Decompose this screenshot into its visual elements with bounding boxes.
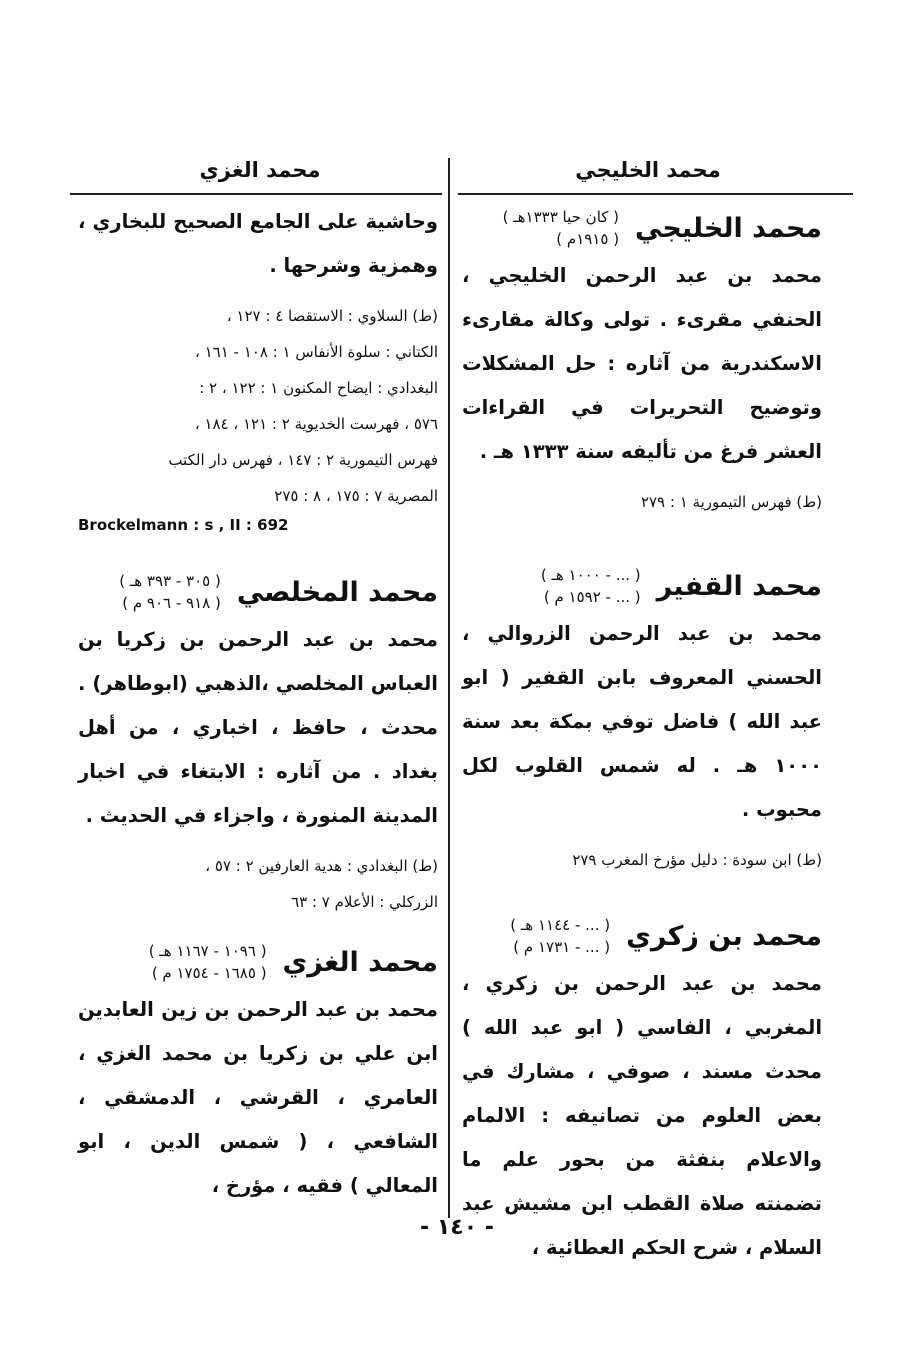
entry-name: محمد الخليجي xyxy=(635,212,822,244)
right-column xyxy=(462,200,822,1270)
left-column xyxy=(78,200,438,1208)
entry-dates xyxy=(119,570,221,614)
entry-body: محمد بن عبد الرحمن الخليجي ، الحنفي مقرىء . تولى وكالة مقارىء الاسكندرية من آثاره : حل المشكلات وتوضيح التحريرات في القراءات العشر فرغ من تأليفه سنة ١٣٣٣ هـ . xyxy=(462,264,822,463)
ref-line: (ط) السلاوي : الاستقصا ٤ : ١٢٧ ، xyxy=(226,307,438,325)
entry-body: محمد بن عبد الرحمن بن زكريا بن العباس المخلصي ،الذهبي (ابوطاهر) . محدث ، حافظ ، اخباري ، من أهل بغداد . من آثاره : الابتغاء في اخبار المدينة المنورة ، واجزاء في الحديث . xyxy=(78,628,438,827)
gregorian-date: ( ١٩١٥م ) xyxy=(556,230,620,248)
ref-line: البغدادي : ايضاح المكنون ١ : ١٢٢ ، ٢ : xyxy=(199,379,438,397)
entry-name: محمد بن زكري xyxy=(626,920,822,952)
gregorian-date: ( ... - ١٧٣١ م ) xyxy=(513,938,611,956)
gregorian-date: ( ٩١٨ - ٩٠٦ م ) xyxy=(122,594,221,612)
entry-body: محمد بن عبد الرحمن بن زين العابدين ابن علي بن زكريا بن محمد الغزي ، العامري ، القرشي ، الدمشقي ، الشافعي ، ( شمس الدين ، ابو المعالي ) فقيه ، مؤرخ ، xyxy=(78,998,438,1197)
entry-heading xyxy=(462,564,822,608)
hijri-date: ( كان حيا ١٣٣٣هـ ) xyxy=(502,208,620,226)
ref-line: (ط) البغدادي : هدية العارفين ٢ : ٥٧ ، xyxy=(205,857,438,875)
header-rule-right xyxy=(458,193,853,195)
continuation-refs xyxy=(78,298,438,514)
entry-refs xyxy=(78,848,438,920)
header-rule-left xyxy=(70,193,442,195)
entry-ghazzi xyxy=(78,940,438,1208)
entry-khaliji xyxy=(462,206,822,520)
entry-name: محمد القفير xyxy=(656,570,822,602)
entry-body: محمد بن عبد الرحمن الزروالي ، الحسني المعروف بابن القفير ( ابو عبد الله ) فاضل توفي بمكة بعد سنة ١٠٠٠ هـ . له شمس القلوب لكل محبوب . xyxy=(462,622,822,821)
hijri-date: ( ٣٠٥ - ٣٩٣ هـ ) xyxy=(119,572,221,590)
entry-dates xyxy=(541,564,641,608)
running-header-left: محمد الغزي xyxy=(199,158,321,182)
entry-body: محمد بن عبد الرحمن بن زكري ، المغربي ، الفاسي ( ابو عبد الله ) محدث مسند ، صوفي ، مشارك في بعض العلوم من تصانيفه : الالمام والاعلام بنفثة من بحور علم ما تضمنته صلاة القطب ابن مشيش عبد السلام ، شرح الحكم العطائية ، xyxy=(462,972,822,1259)
entry-heading xyxy=(78,940,438,984)
entry-refs: (ط) ابن سودة : دليل مؤرخ المغرب ٢٧٩ xyxy=(572,851,822,869)
ref-line: المصرية ٧ : ١٧٥ ، ٨ : ٢٧٥ xyxy=(274,487,438,505)
hijri-date: ( ... - ١٠٠٠ هـ ) xyxy=(540,566,641,584)
gregorian-date: ( ... - ١٥٩٢ م ) xyxy=(543,588,641,606)
ref-line: ٥٧٦ ، فهرست الخديوية ٢ : ١٢١ ، ١٨٤ ، xyxy=(194,415,438,433)
ref-line: فهرس التيمورية ٢ : ١٤٧ ، فهرس دار الكتب xyxy=(168,451,438,469)
continuation-body: وحاشية على الجامع الصحيح للبخاري ، وهمزية وشرحها . xyxy=(78,210,438,277)
hijri-date: ( ... - ١١٤٤ هـ ) xyxy=(510,916,611,934)
entry-dates xyxy=(149,940,267,984)
entry-heading xyxy=(78,570,438,614)
entry-qafir xyxy=(462,564,822,878)
entry-name: محمد الغزي xyxy=(282,946,438,978)
column-divider xyxy=(448,158,450,1218)
entry-dates xyxy=(503,206,619,250)
entry-dates xyxy=(510,914,610,958)
entry-heading xyxy=(462,914,822,958)
ref-line: الكتاني : سلوة الأنفاس ١ : ١٠٨ - ١٦١ ، xyxy=(195,343,438,361)
running-header-right: محمد الخليجي xyxy=(575,158,721,182)
ref-line: الزركلي : الأعلام ٧ : ٦٣ xyxy=(291,893,438,911)
hijri-date: ( ١٠٩٦ - ١١٦٧ هـ ) xyxy=(148,942,267,960)
entry-heading xyxy=(462,206,822,250)
latin-reference: Brockelmann : s , II : 692 xyxy=(78,516,289,534)
gregorian-date: ( ١٦٨٥ - ١٧٥٤ م ) xyxy=(151,964,267,982)
page-number: - ١٤٠ - xyxy=(420,1215,494,1240)
entry-refs: (ط) فهرس التيمورية ١ : ٢٧٩ xyxy=(640,493,822,511)
entry-mukhallisi xyxy=(78,570,438,920)
entry-name: محمد المخلصي xyxy=(236,576,438,608)
